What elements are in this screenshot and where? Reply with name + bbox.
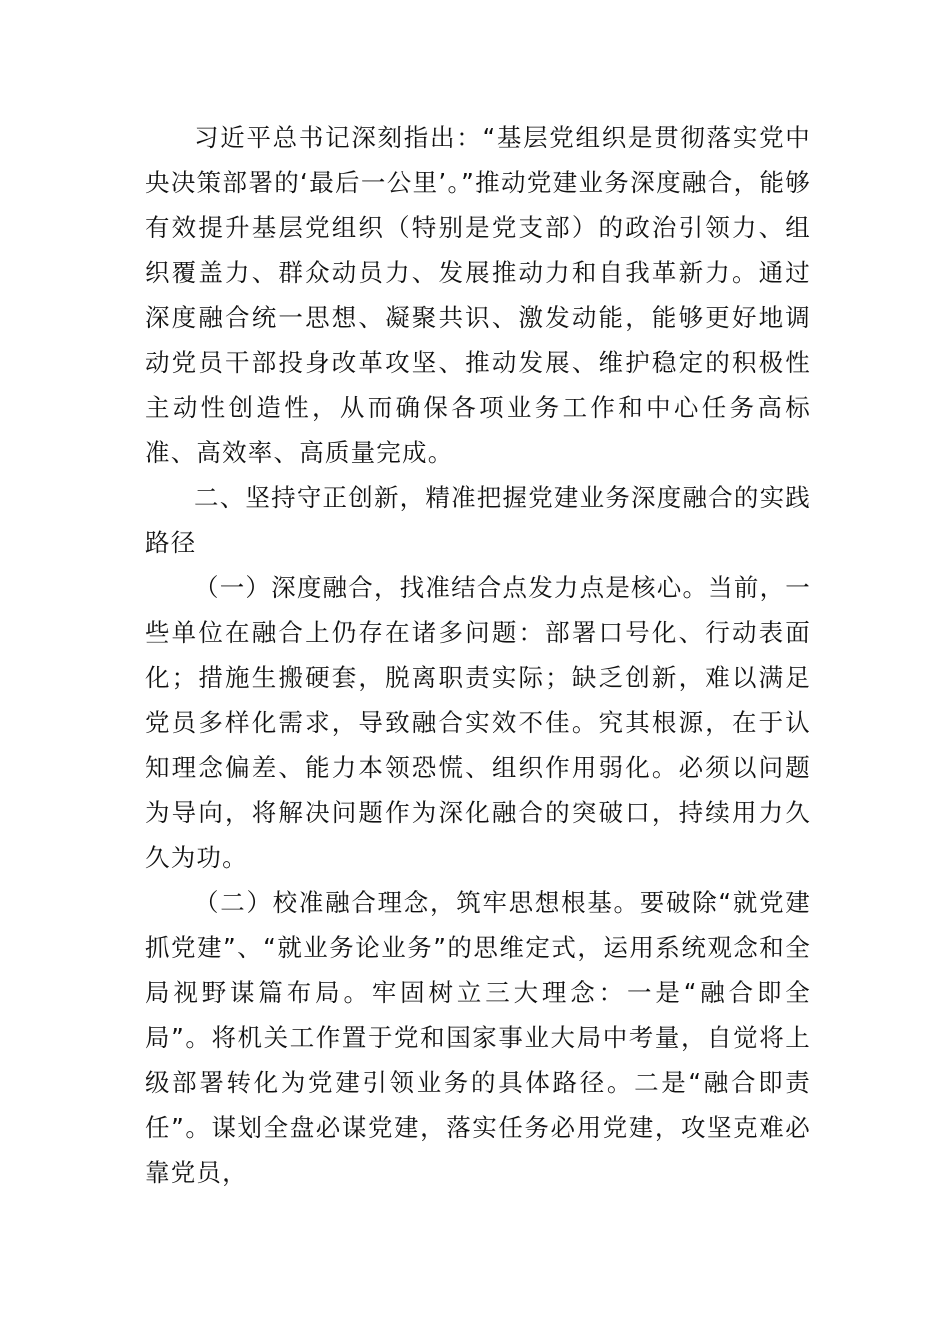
paragraph-subsection-2: （二）校准融合理念，筑牢思想根基。要破除“就党建抓党建”、“就业务论业务”的思维定式，运用系统观念和全局视野谋篇布局。牢固树立三大理念：一是“融合即全局”。将机关工作置于党和国家事业大局中考量，自觉将上级部署转化为党建引领业务的具体路径。二是“融合即责任”。谋划全盘必谋党建，落实任务必用党建，攻坚克难必靠党员， — [145, 888, 811, 1187]
paragraph-intro: 习近平总书记深刻指出：“基层党组织是贯彻落实党中央决策部署的‘最后一公里’。”推动党建业务深度融合，能够有效提升基层党组织（特别是党支部）的政治引领力、组织覆盖力、群众动员力、发展推动力和自我革新力。通过深度融合统一思想、凝聚共识、激发动能，能够更好地调动党员干部投身改革攻坚、推动发展、维护稳定的积极性主动性创造性，从而确保各项业务工作和中心任务高标准、高效率、高质量完成。 — [145, 123, 811, 467]
document-body — [145, 115, 811, 1195]
paragraph-subsection-1: （一）深度融合，找准结合点发力点是核心。当前，一些单位在融合上仍存在诸多问题：部署口号化、行动表面化；措施生搬硬套，脱离职责实际；缺乏创新，难以满足党员多样化需求，导致融合实效不佳。究其根源，在于认知理念偏差、能力本领恐慌、组织作用弱化。必须以问题为导向，将解决问题作为深化融合的突破口，持续用力久久为功。 — [145, 573, 811, 872]
section-heading: 二、坚持守正创新，精准把握党建业务深度融合的实践路径 — [145, 483, 811, 557]
